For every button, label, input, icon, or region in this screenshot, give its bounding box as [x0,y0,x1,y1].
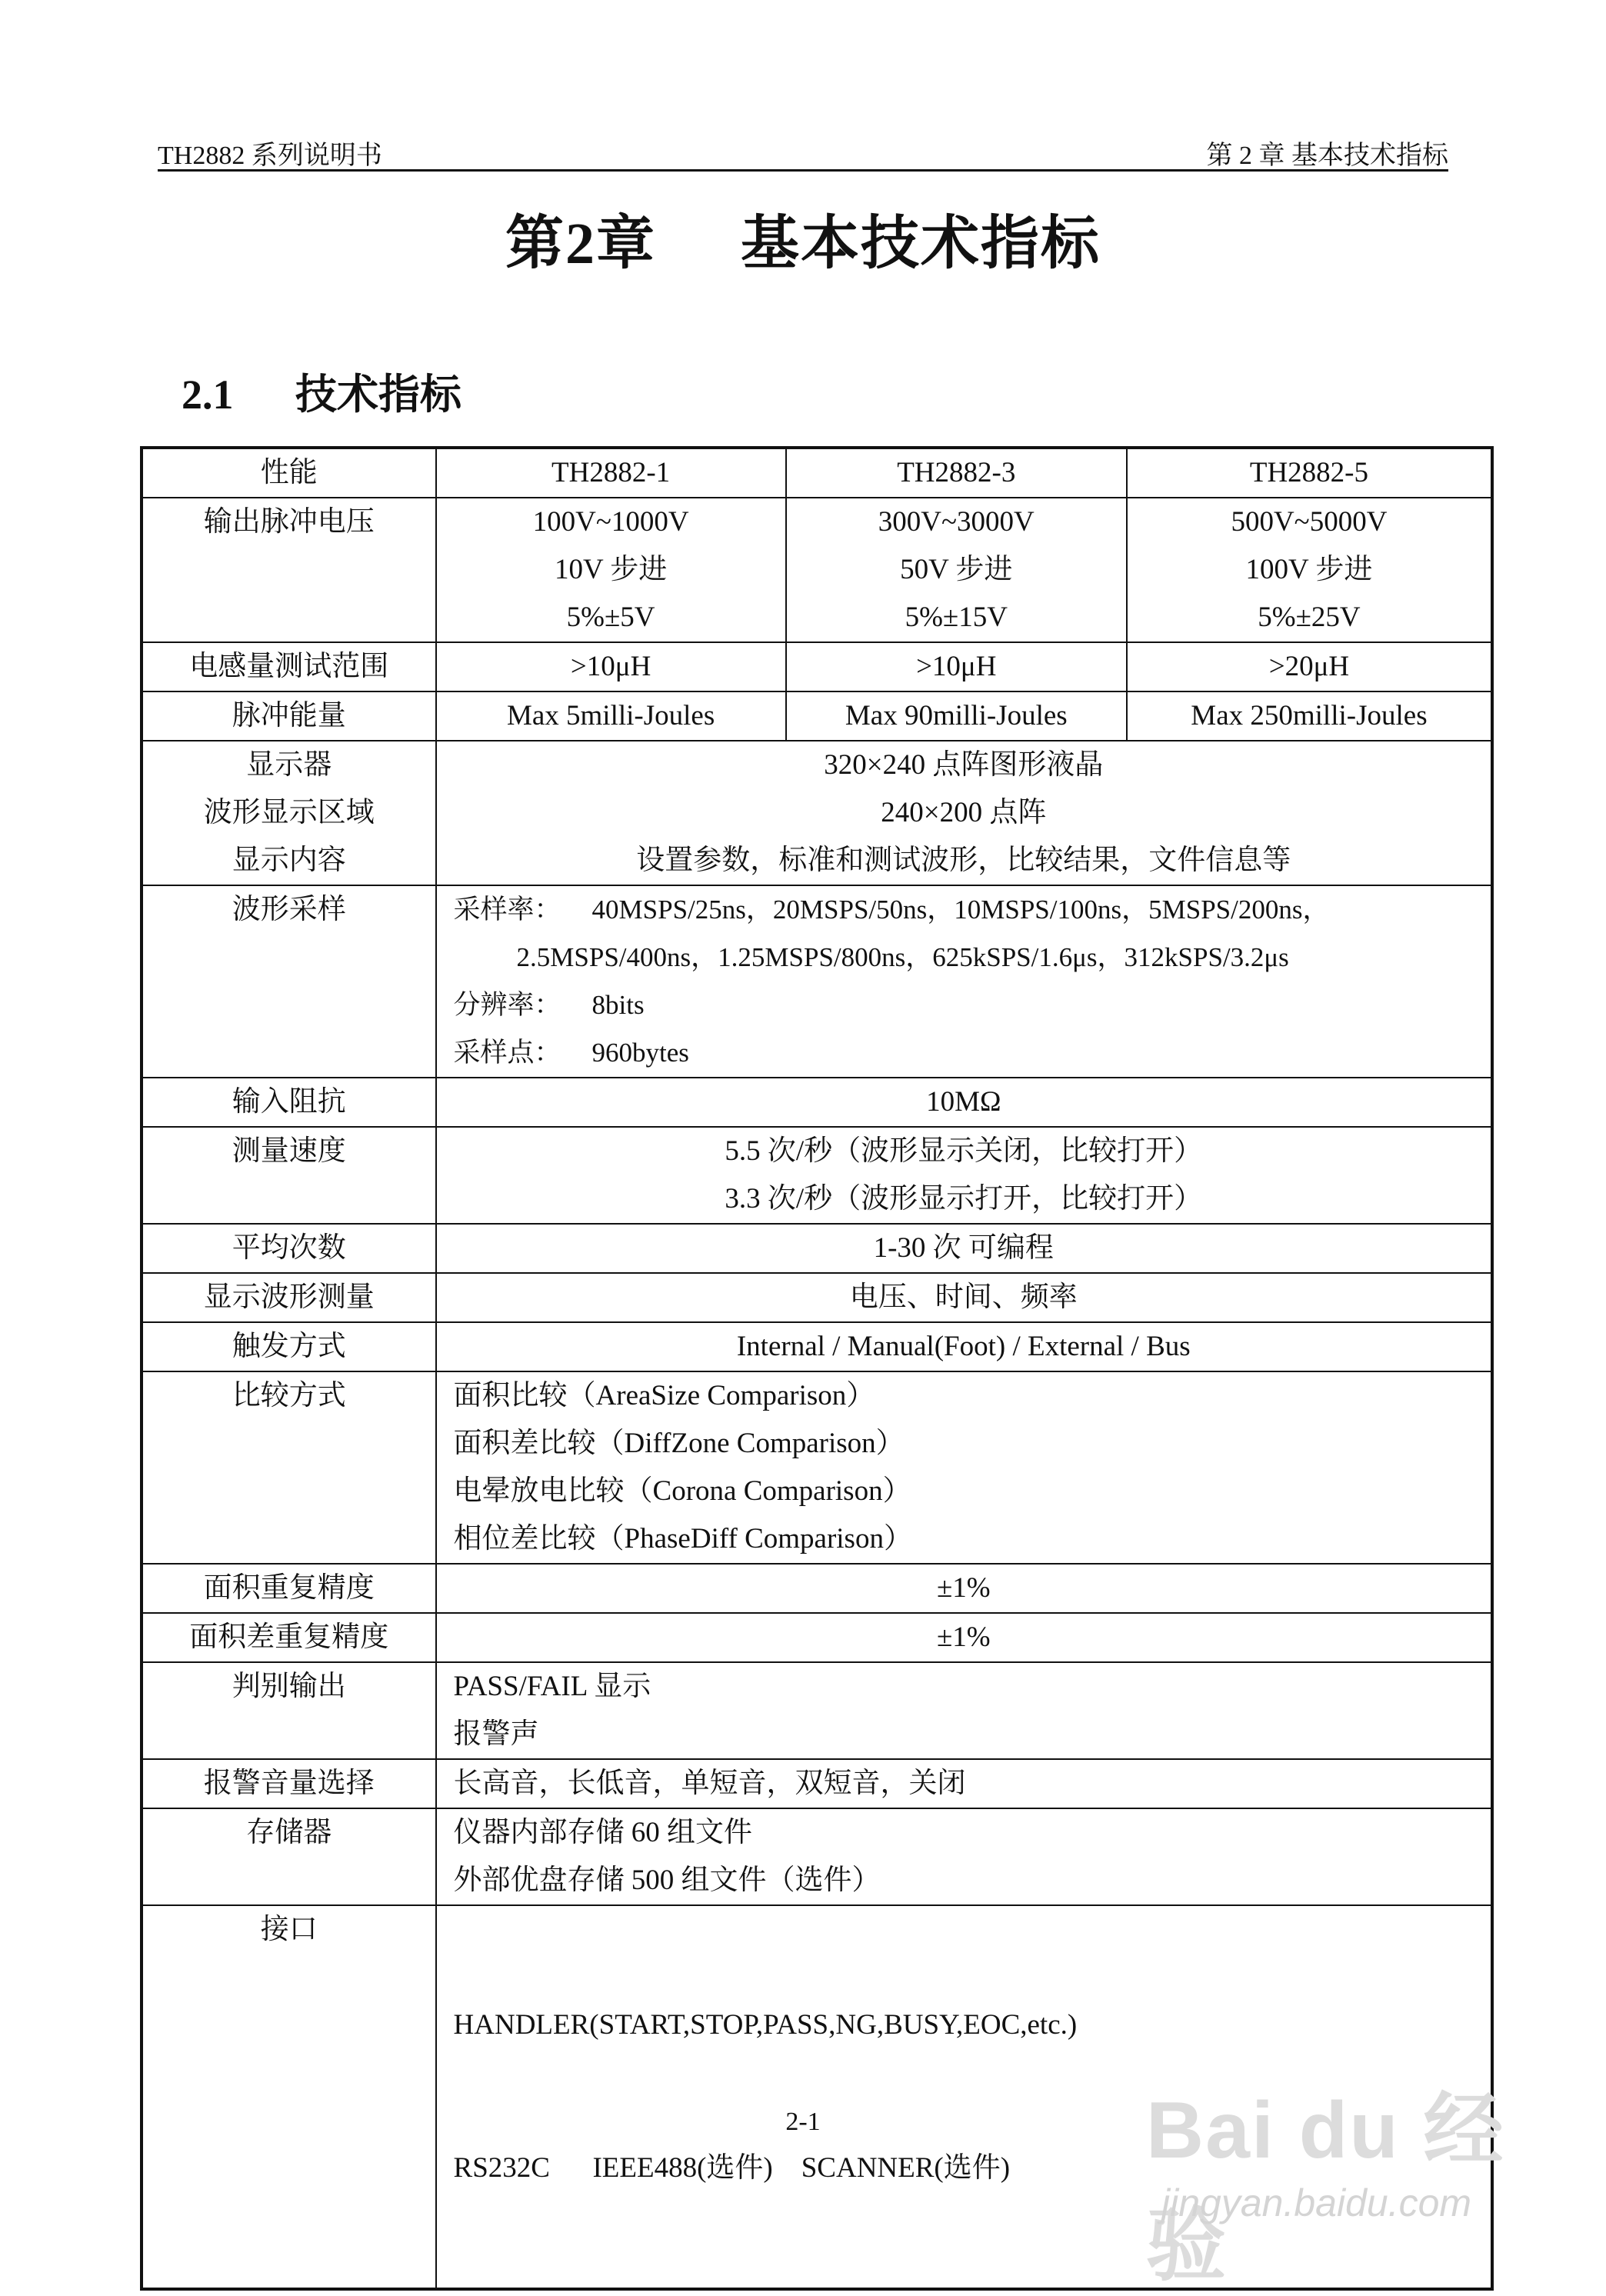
resolution-value: 8bits [591,990,645,1020]
cell-line: 10V 步进 [554,554,668,585]
table-row-speed [142,1127,1492,1224]
header-chapter: 第 2 章 基本技术指标 [1206,142,1448,170]
cell-line: HANDLER(START,STOP,PASS,NG,BUSY,EOC,etc.) [453,2009,1078,2041]
cell-line: 300V~3000V [878,506,1035,538]
cell-line: 240×200 点阵 [881,797,1047,828]
cell-value [436,1127,1492,1224]
page-header [158,129,1448,172]
cell-line: 相位差比较（PhaseDiff Comparison） [453,1523,912,1555]
row-label: 测量速度 [142,1127,436,1224]
cell-value [436,1371,1492,1564]
chapter-title [0,196,1606,280]
cell-model-3: >10μH [786,642,1127,691]
cell-value [436,1662,1492,1759]
table-row-diff-repeat [142,1613,1492,1662]
sampling-rate-line-2: 2.5MSPS/400ns，1.25MSPS/800ns，625kSPS/1.6μs，312kSPS/3.2μs [516,942,1289,972]
cell-model-5: Max 250milli-Joules [1127,691,1492,741]
cell-line: 设置参数，标准和测试波形，比较结果，文件信息等 [636,845,1291,876]
cell-value: 电压、时间、频率 [436,1273,1492,1322]
spec-table [140,446,1494,2291]
table-row-area-repeat [142,1564,1492,1613]
header-cell-model-3: TH2882-3 [786,448,1127,498]
section-title [182,362,461,421]
header-cell-model-5: TH2882-5 [1127,448,1492,498]
row-label: 脉冲能量 [142,691,436,741]
cell-value: Internal / Manual(Foot) / External / Bus [436,1322,1492,1371]
table-row-compare [142,1371,1492,1564]
row-label: 比较方式 [142,1371,436,1564]
row-label: 显示波形测量 [142,1273,436,1322]
cell-line: 5%±5V [566,601,655,633]
cell-model-1: >10μH [436,642,786,691]
cell-line: 100V~1000V [532,506,689,538]
cell-model-5 [1127,498,1492,642]
page-number: 2-1 [785,2108,821,2136]
cell-line: 外部优盘存储 500 组文件（选件） [453,1864,881,1896]
table-row-alarm [142,1759,1492,1808]
resolution-key: 分辨率： [453,990,561,1020]
row-label-line: 显示内容 [232,845,346,876]
table-row-impedance [142,1078,1492,1127]
watermark-url: jingyan.baidu.com [1161,2181,1472,2224]
row-label: 面积重复精度 [142,1564,436,1613]
baidu-watermark [1146,2065,1546,2291]
header-cell-feature: 性能 [142,448,436,498]
row-label: 平均次数 [142,1224,436,1273]
table-header-row [142,448,1492,498]
table-row-wave-measure [142,1273,1492,1322]
sampling-rate-line-1: 40MSPS/25ns，20MSPS/50ns，10MSPS/100ns，5MSPS/200ns， [591,895,1330,925]
section-name: 技术指标 [295,372,461,418]
row-label: 面积差重复精度 [142,1613,436,1662]
cell-value: 长高音，长低音，单短音，双短音，关闭 [436,1759,1492,1808]
table-row-storage [142,1808,1492,1905]
table-row-average [142,1224,1492,1273]
table-row-pulse-energy [142,691,1492,741]
row-label: 输出脉冲电压 [142,498,436,642]
row-label: 电感量测试范围 [142,642,436,691]
row-label: 波形采样 [142,885,436,1078]
row-label: 判别输出 [142,1662,436,1759]
cell-model-3 [786,498,1127,642]
header-doc-title: TH2882 系列说明书 [158,142,382,170]
cell-model-5: >20μH [1127,642,1492,691]
cell-line: 5%±15V [905,601,1008,633]
cell-line: 报警声 [453,1718,539,1750]
cell-line: 500V~5000V [1231,506,1388,538]
cell-value [436,1808,1492,1905]
chapter-name: 基本技术指标 [741,212,1101,276]
row-label: 存储器 [142,1808,436,1905]
cell-value: 1-30 次 可编程 [436,1224,1492,1273]
table-row-trigger [142,1322,1492,1371]
row-label: 报警音量选择 [142,1759,436,1808]
row-label: 接口 [142,1905,436,2289]
cell-value: ±1% [436,1613,1492,1662]
watermark-logo: Bai du 经验 [1146,2086,1505,2291]
sampling-rate-key: 采样率： [453,895,561,925]
cell-value: ±1% [436,1564,1492,1613]
cell-line: 面积差比较（DiffZone Comparison） [453,1428,905,1459]
section-number: 2.1 [182,372,234,418]
cell-line: 电晕放电比较（Corona Comparison） [453,1475,911,1507]
row-label-line: 波形显示区域 [203,797,375,828]
row-label: 输入阻抗 [142,1078,436,1127]
cell-line [454,886,1474,934]
table-row-judge [142,1662,1492,1759]
cell-line: PASS/FAIL 显示 [453,1671,651,1702]
header-cell-model-1: TH2882-1 [436,448,786,498]
cell-line [454,981,1474,1029]
sample-points-value: 960bytes [591,1038,689,1068]
cell-model-1 [436,498,786,642]
cell-line: 5%±25V [1258,601,1361,633]
cell-model-1: Max 5milli-Joules [436,691,786,741]
row-label [142,741,436,885]
cell-line: 50V 步进 [900,554,1013,585]
cell-line: 100V 步进 [1245,554,1373,585]
cell-value [436,741,1492,885]
row-label-line: 显示器 [246,749,332,781]
chapter-number: 第2章 [505,212,656,276]
sample-points-key: 采样点： [453,1038,561,1068]
cell-line: 5.5 次/秒（波形显示关闭，比较打开） [725,1135,1203,1167]
cell-model-3: Max 90milli-Joules [786,691,1127,741]
cell-line [454,1029,1474,1077]
table-row-inductance [142,642,1492,691]
table-row-output-voltage [142,498,1492,642]
table-row-sampling [142,885,1492,1078]
cell-line: 3.3 次/秒（波形显示打开，比较打开） [725,1183,1203,1215]
cell-line: RS232C IEEE488(选件) SCANNER(选件) [453,2152,1011,2184]
cell-value: 10MΩ [436,1078,1492,1127]
cell-value [436,885,1492,1078]
table-row-display [142,741,1492,885]
row-label: 触发方式 [142,1322,436,1371]
cell-line: 仪器内部存储 60 组文件 [453,1817,753,1848]
cell-line: 面积比较（AreaSize Comparison） [453,1380,875,1411]
cell-line: 320×240 点阵图形液晶 [824,749,1104,781]
